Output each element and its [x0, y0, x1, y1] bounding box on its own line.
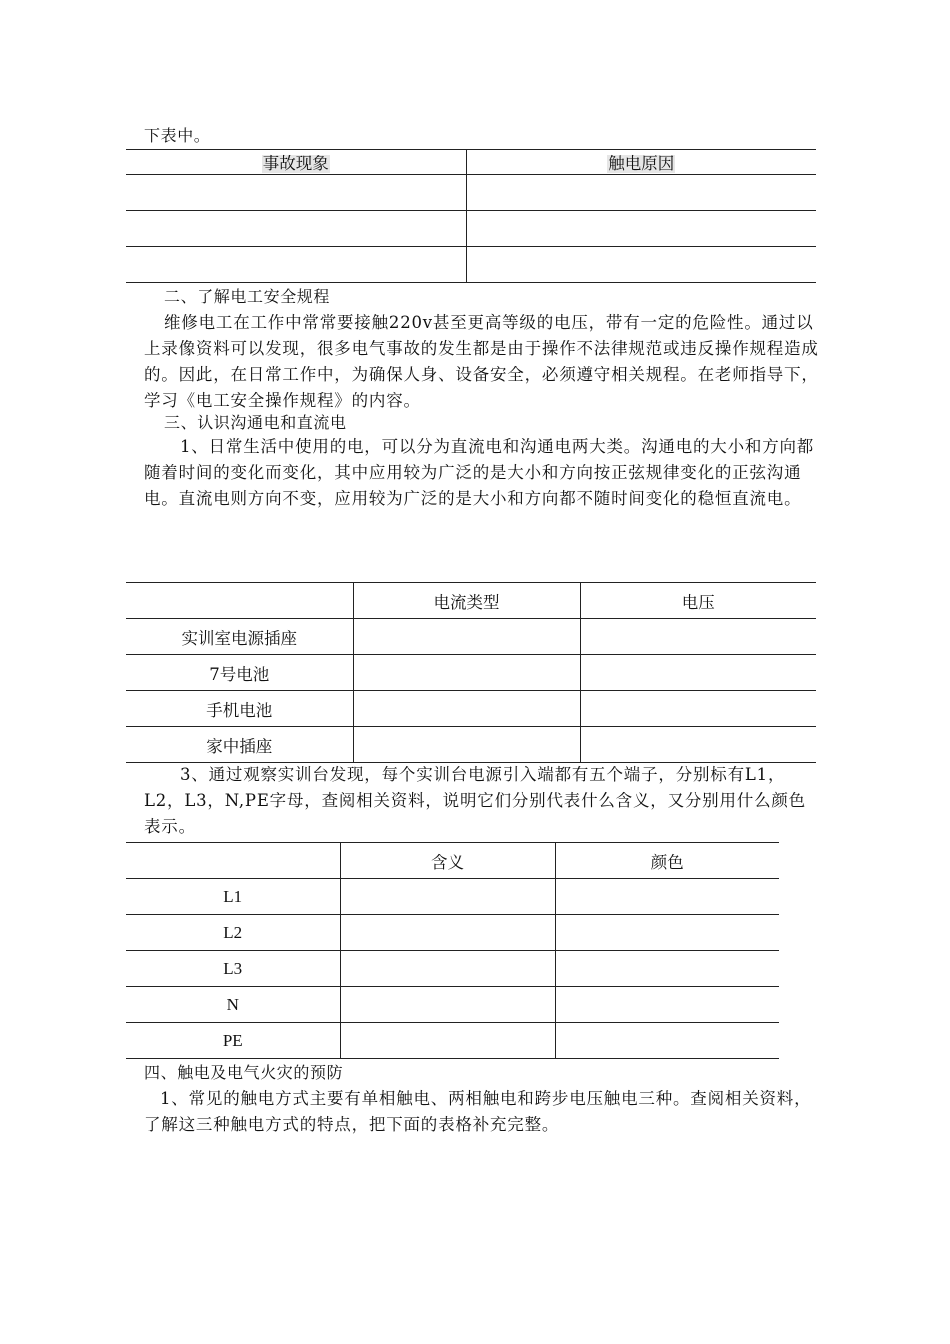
table-cell[interactable] — [580, 691, 816, 727]
row-label: L3 — [126, 951, 340, 987]
table-cell[interactable] — [580, 727, 816, 763]
table-cell[interactable] — [580, 619, 816, 655]
table-cell[interactable] — [555, 987, 779, 1023]
section-4-heading: 四、触电及电气火灾的预防 — [144, 1063, 344, 1082]
table-cell[interactable] — [340, 951, 555, 987]
table-cell[interactable] — [466, 247, 816, 283]
table-cell[interactable] — [340, 915, 555, 951]
table-cell[interactable] — [466, 175, 816, 211]
row-label: PE — [126, 1023, 340, 1059]
table-cell[interactable] — [126, 175, 466, 211]
table-row — [126, 727, 816, 763]
table-cell[interactable] — [555, 951, 779, 987]
header-blank — [126, 843, 340, 879]
header-blank — [126, 583, 353, 619]
table-row — [126, 879, 779, 915]
section-3-paragraph-3: 3、通过观察实训台发现，每个实训台电源引入端都有五个端子，分别标有L1，L2，L3，N,PE字母，查阅相关资料，说明它们分别代表什么含义，又分别用什么颜色表示。 — [144, 765, 806, 836]
table-header-row — [126, 583, 816, 619]
table-header-row — [126, 843, 779, 879]
intro-line: 下表中。 — [144, 126, 211, 145]
section-2-heading: 二、了解电工安全规程 — [164, 287, 331, 306]
terminal-table — [126, 842, 779, 1059]
table-cell[interactable] — [555, 915, 779, 951]
table-cell[interactable] — [466, 211, 816, 247]
section-3-paragraph-1: 1、日常生活中使用的电，可以分为直流电和沟通电两大类。沟通电的大小和方向都随着时间的变化而变化，其中应用较为广泛的是大小和方向按正弦规律变化的正弦沟通电。直流电则方向不变，应用较为广泛的是大小和方向都不随时间变化的稳恒直流电。 — [144, 437, 815, 508]
table-cell[interactable] — [126, 247, 466, 283]
table-cell[interactable] — [353, 655, 580, 691]
header-voltage: 电压 — [580, 583, 816, 619]
section-4-paragraph-1: 1、常见的触电方式主要有单相触电、两相触电和跨步电压触电三种。查阅相关资料，了解这三种触电方式的特点，把下面的表格补充完整。 — [144, 1089, 812, 1134]
table-row — [126, 951, 779, 987]
table-cell[interactable] — [353, 691, 580, 727]
header-current-type: 电流类型 — [353, 583, 580, 619]
row-label: 7号电池 — [126, 655, 353, 691]
table-row — [126, 915, 779, 951]
row-label: N — [126, 987, 340, 1023]
table-row — [126, 987, 779, 1023]
table-cell[interactable] — [353, 727, 580, 763]
row-label: 手机电池 — [126, 691, 353, 727]
table-cell[interactable] — [340, 1023, 555, 1059]
table-row — [126, 655, 816, 691]
current-type-table — [126, 582, 816, 763]
row-label: L2 — [126, 915, 340, 951]
table-cell[interactable] — [340, 987, 555, 1023]
table-cell[interactable] — [340, 879, 555, 915]
table-row — [126, 247, 816, 283]
table-row — [126, 211, 816, 247]
header-shock-cause: 触电原因 — [466, 150, 816, 175]
accident-table — [126, 149, 816, 283]
header-accident-phenomenon: 事故现象 — [126, 150, 466, 175]
row-label: 实训室电源插座 — [126, 619, 353, 655]
section-3-heading: 三、认识沟通电和直流电 — [164, 413, 347, 432]
table-row — [126, 691, 816, 727]
table-row — [126, 1023, 779, 1059]
section-2-paragraph: 维修电工在工作中常常要接触220v甚至更高等级的电压，带有一定的危险性。通过以上录像资料可以发现，很多电气事故的发生都是由于操作不法律规范或违反操作规程造成的。因此，在日常工作中，为确保人身、设备安全，必须遵守相关规程。在老师指导下，学习《电工安全操作规程》的内容。 — [144, 313, 819, 410]
table-cell[interactable] — [580, 655, 816, 691]
header-color: 颜色 — [555, 843, 779, 879]
table-header-row — [126, 150, 816, 175]
row-label: 家中插座 — [126, 727, 353, 763]
table-row — [126, 175, 816, 211]
table-cell[interactable] — [555, 879, 779, 915]
header-meaning: 含义 — [340, 843, 555, 879]
table-row — [126, 619, 816, 655]
table-cell[interactable] — [126, 211, 466, 247]
row-label: L1 — [126, 879, 340, 915]
table-cell[interactable] — [555, 1023, 779, 1059]
table-cell[interactable] — [353, 619, 580, 655]
